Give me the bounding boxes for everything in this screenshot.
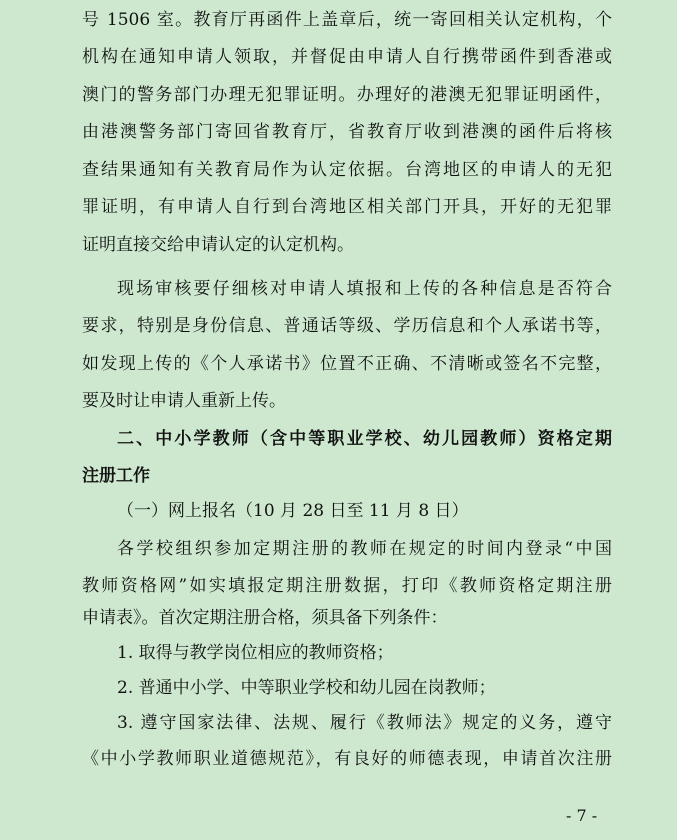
body-text-line: 查结果通知有关教育局作为认定依据。台湾地区的申请人的无犯 <box>82 160 612 180</box>
section-heading-continued: 注册工作 <box>82 466 150 486</box>
subsection-heading: （一）网上报名（10 月 28 日至 11 月 8 日） <box>117 501 469 521</box>
list-item: 2. 普通中小学、中等职业学校和幼儿园在岗教师； <box>117 678 496 698</box>
body-text-line: 罪证明，有申请人自行到台湾地区相关部门开具，开好的无犯罪 <box>82 197 612 217</box>
body-text-line: 各学校组织参加定期注册的教师在规定的时间内登录“中国 <box>117 539 612 559</box>
page-number: - 7 - <box>566 806 598 825</box>
section-heading: 二、中小学教师（含中等职业学校、幼儿园教师）资格定期 <box>117 429 612 449</box>
body-text-line: 机构在通知申请人领取，并督促由申请人自行携带函件到香港或 <box>82 47 612 67</box>
list-item: 1. 取得与教学岗位相应的教师资格； <box>117 643 394 663</box>
body-text-line: 澳门的警务部门办理无犯罪证明。办理好的港澳无犯罪证明函件， <box>82 85 612 105</box>
list-item: 3. 遵守国家法律、法规、履行《教师法》规定的义务，遵守 <box>117 713 612 733</box>
body-text-line: 现场审核要仔细核对申请人填报和上传的各种信息是否符合 <box>117 279 612 299</box>
body-text-line: 由港澳警务部门寄回省教育厅，省教育厅收到港澳的函件后将核 <box>82 122 612 142</box>
body-text-line: 要求，特别是身份信息、普通话等级、学历信息和个人承诺书等， <box>82 316 612 336</box>
body-text-line: 《中小学教师职业道德规范》，有良好的师德表现，申请首次注册 <box>82 749 612 769</box>
body-text-line: 证明直接交给申请认定的认定机构。 <box>82 235 354 255</box>
body-text-line: 教师资格网”如实填报定期注册数据，打印《教师资格定期注册 <box>82 576 612 596</box>
body-text-line: 如发现上传的《个人承诺书》位置不正确、不清晰或签名不完整， <box>82 354 612 374</box>
body-text-line: 要及时让申请人重新上传。 <box>82 391 286 411</box>
body-text-line: 号 1506 室。教育厅再函件上盖章后，统一寄回相关认定机构，个 <box>82 10 612 30</box>
body-text-line: 申请表》。首次定期注册合格，须具备下列条件： <box>82 608 448 628</box>
